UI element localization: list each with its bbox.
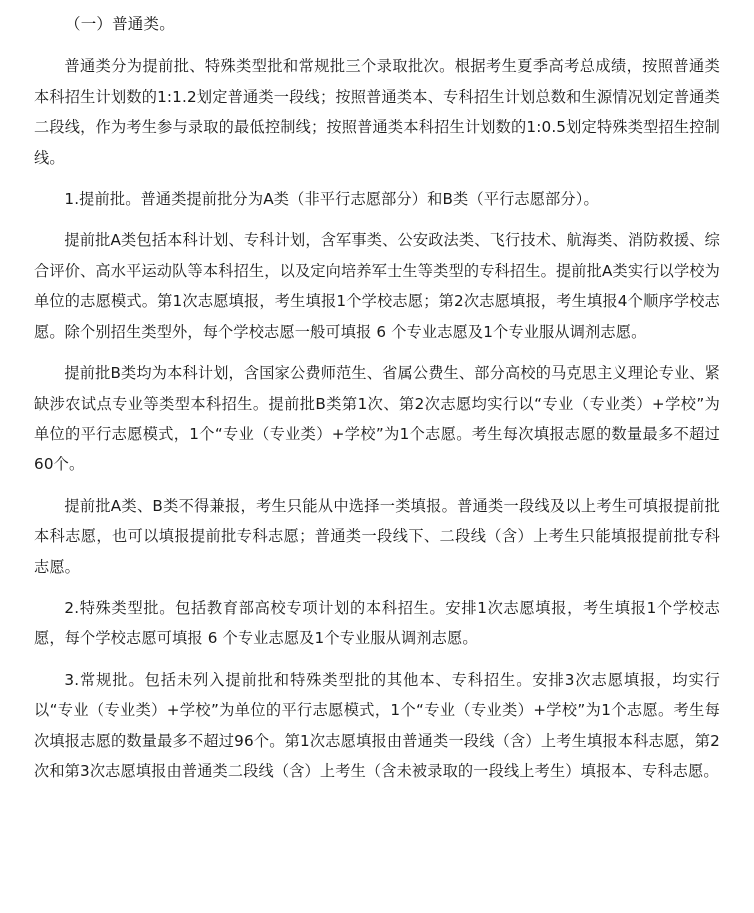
paragraph-early-batch-intro: 1.提前批。普通类提前批分为A类（非平行志愿部分）和B类（平行志愿部分）。 — [64, 190, 599, 209]
paragraph-regular-batch: 3.常规批。包括未列入提前批和特殊类型批的其他本、专科招生。安排3次志愿填报，均实行以“专业（专业类）+学校”为单位的平行志愿模式，1个“专业（专业类）+学校”为1个志愿。考生每次填报志愿的数量最多不超过96个。第1次志愿填报由普通类一段线（含）上考生填报本科志愿，第2次和第3次志愿填报由普通类二段线（含）上考生（含未被录取的一段线上考生）填报本、专科志愿。 — [34, 670, 720, 780]
paragraph-special-batch: 2.特殊类型批。包括教育部高校专项计划的本科招生。安排1次志愿填报，考生填报1个学校志愿，每个学校志愿可填报 6 个专业志愿及1个专业服从调剂志愿。 — [34, 598, 720, 648]
section-heading: （一）普通类。 — [65, 15, 175, 33]
paragraph-early-batch-b: 提前批B类均为本科计划，含国家公费师范生、省属公费生、部分高校的马克思主义理论专业、紧缺涉农试点专业等类型本科招生。提前批B类第1次、第2次志愿均实行以“专业（专业类）+学校”为单位的平行志愿模式，1个“专业（专业类）+学校”为1个志愿。考生每次填报志愿的数量最多不超过60个。 — [34, 364, 720, 474]
paragraph-early-batch-a: 提前批A类包括本科计划、专科计划，含军事类、公安政法类、飞行技术、航海类、消防救援、综合评价、高水平运动队等本科招生，以及定向培养军士生等类型的专科招生。提前批A类实行以学校为单位的志愿模式。第1次志愿填报，考生填报1个学校志愿；第2次志愿填报，考生填报4个顺序学校志愿。除个别招生类型外，每个学校志愿一般可填报 6 个专业志愿及1个专业服从调剂志愿。 — [34, 231, 720, 341]
paragraph-overview: 普通类分为提前批、特殊类型批和常规批三个录取批次。根据考生夏季高考总成绩，按照普通类本科招生计划数的1:1.2划定普通类一段线；按照普通类本、专科招生计划总数和生源情况划定普通类二段线，作为考生参与录取的最低控制线；按照普通类本科招生计划数的1:0.5划定特殊类型招生控制线。 — [34, 57, 720, 167]
paragraph-early-batch-rules: 提前批A类、B类不得兼报，考生只能从中选择一类填报。普通类一段线及以上考生可填报提前批本科志愿，也可以填报提前批专科志愿；普通类一段线下、二段线（含）上考生只能填报提前批专科志愿。 — [34, 496, 720, 576]
